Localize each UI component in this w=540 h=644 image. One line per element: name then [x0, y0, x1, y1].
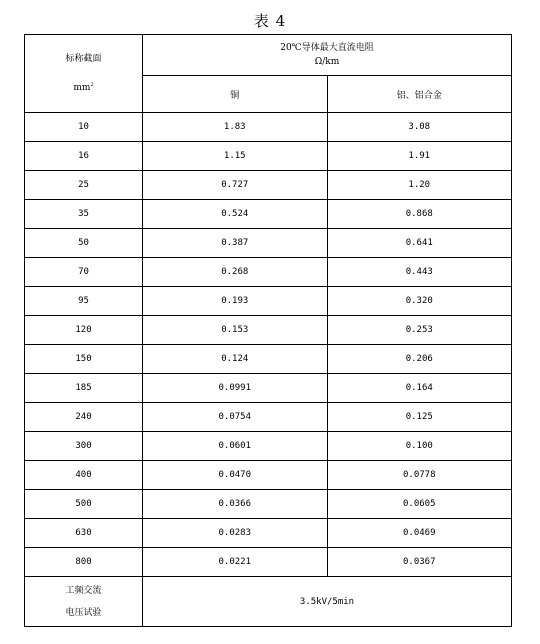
header-unit-superscript: 2 — [90, 82, 94, 88]
cell-aluminum: 0.206 — [327, 345, 512, 374]
table-row — [25, 258, 512, 287]
cell-section: 150 — [25, 345, 143, 374]
cell-aluminum: 0.443 — [327, 258, 512, 287]
cell-copper: 0.0754 — [143, 403, 328, 432]
cell-aluminum: 0.0605 — [327, 490, 512, 519]
table-row — [25, 113, 512, 142]
cell-aluminum: 0.0778 — [327, 461, 512, 490]
cell-section: 500 — [25, 490, 143, 519]
cell-copper: 0.524 — [143, 200, 328, 229]
cell-aluminum: 0.253 — [327, 316, 512, 345]
header-resistance-unit: Ω/km — [314, 57, 340, 67]
cell-section: 300 — [25, 432, 143, 461]
header-cross-section — [25, 35, 143, 113]
cell-copper: 0.0991 — [143, 374, 328, 403]
cell-aluminum: 0.868 — [327, 200, 512, 229]
footer-label-line2: 电压试验 — [65, 607, 102, 618]
cell-aluminum: 0.641 — [327, 229, 512, 258]
cell-section: 400 — [25, 461, 143, 490]
resistance-table — [24, 34, 512, 627]
cell-section: 16 — [25, 142, 143, 171]
cell-aluminum: 0.125 — [327, 403, 512, 432]
table-title: 表 4 — [253, 12, 287, 30]
table-row — [25, 287, 512, 316]
cell-section: 240 — [25, 403, 143, 432]
cell-copper: 1.15 — [143, 142, 328, 171]
cell-copper: 0.193 — [143, 287, 328, 316]
table-row — [25, 461, 512, 490]
table-row — [25, 200, 512, 229]
cell-aluminum: 0.0367 — [327, 548, 512, 577]
cell-section: 185 — [25, 374, 143, 403]
cell-copper: 1.83 — [143, 113, 328, 142]
table-row — [25, 374, 512, 403]
table-row — [25, 403, 512, 432]
cell-aluminum: 1.20 — [327, 171, 512, 200]
cell-copper: 0.387 — [143, 229, 328, 258]
table-row — [25, 171, 512, 200]
cell-aluminum: 0.164 — [327, 374, 512, 403]
cell-section: 35 — [25, 200, 143, 229]
cell-copper: 0.268 — [143, 258, 328, 287]
cell-copper: 0.0366 — [143, 490, 328, 519]
cell-section: 50 — [25, 229, 143, 258]
cell-aluminum: 0.320 — [327, 287, 512, 316]
cell-copper: 0.0470 — [143, 461, 328, 490]
table-row — [25, 432, 512, 461]
cell-aluminum: 3.08 — [327, 113, 512, 142]
table-row — [25, 316, 512, 345]
header-cross-section-label: 标称截面 — [65, 54, 102, 64]
header-aluminum: 铝、铝合金 — [327, 76, 512, 113]
cell-section: 800 — [25, 548, 143, 577]
cell-copper: 0.727 — [143, 171, 328, 200]
footer-label-line1: 工频交流 — [65, 585, 102, 596]
header-row-1 — [25, 35, 512, 76]
table-row — [25, 490, 512, 519]
table-body — [25, 35, 512, 627]
footer-value: 3.5kV/5min — [143, 577, 512, 627]
cell-section: 10 — [25, 113, 143, 142]
header-unit: mm — [73, 83, 91, 93]
cell-copper: 0.0283 — [143, 519, 328, 548]
header-resistance — [143, 35, 512, 76]
cell-copper: 0.0601 — [143, 432, 328, 461]
header-copper: 铜 — [143, 76, 328, 113]
footer-row — [25, 577, 512, 627]
cell-copper: 0.0221 — [143, 548, 328, 577]
cell-section: 25 — [25, 171, 143, 200]
cell-copper: 0.124 — [143, 345, 328, 374]
cell-aluminum: 0.0469 — [327, 519, 512, 548]
table-row — [25, 229, 512, 258]
table-row — [25, 345, 512, 374]
cell-aluminum: 1.91 — [327, 142, 512, 171]
cell-section: 120 — [25, 316, 143, 345]
table-row — [25, 142, 512, 171]
cell-copper: 0.153 — [143, 316, 328, 345]
cell-section: 70 — [25, 258, 143, 287]
cell-section: 630 — [25, 519, 143, 548]
table-row — [25, 548, 512, 577]
footer-label — [25, 577, 143, 627]
table-row — [25, 519, 512, 548]
header-resistance-label: 20℃导体最大直流电阻 — [280, 43, 374, 53]
cell-section: 95 — [25, 287, 143, 316]
cell-aluminum: 0.100 — [327, 432, 512, 461]
